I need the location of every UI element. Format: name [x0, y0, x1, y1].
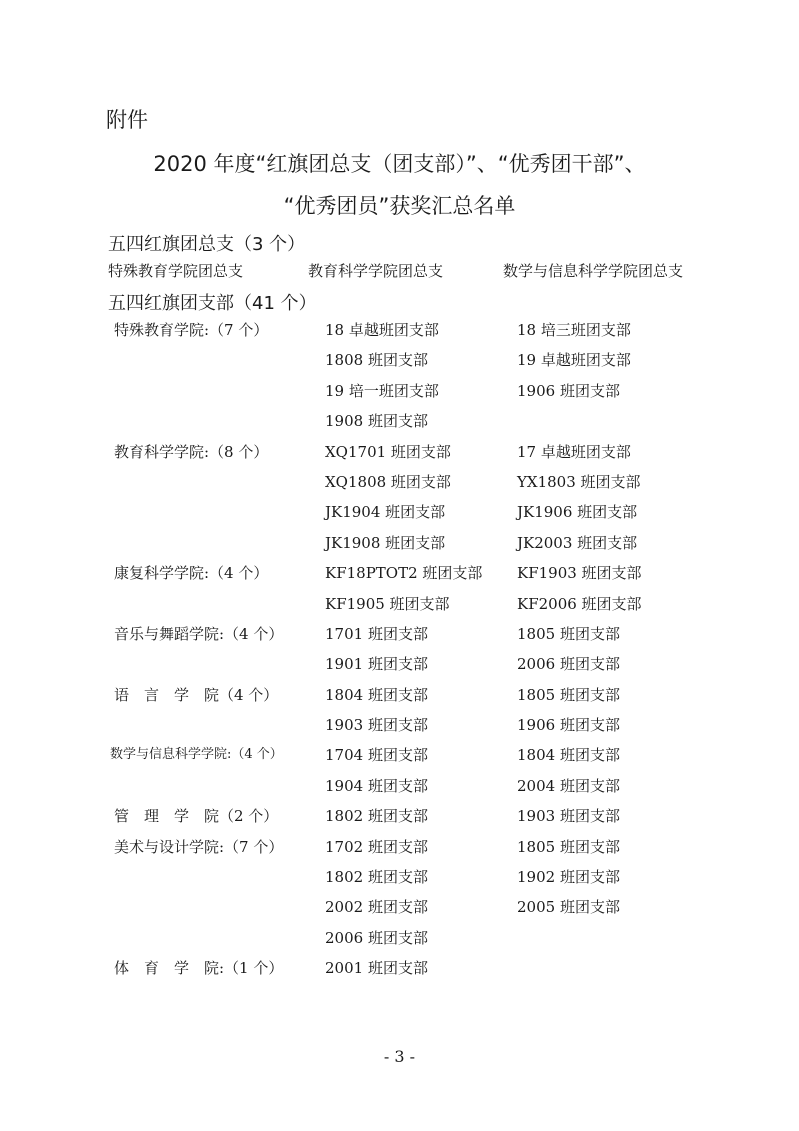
college-name: 音乐与舞蹈学院:（4 个）: [114, 624, 284, 643]
branch-name: 1805 班团支部: [517, 837, 620, 856]
branch-name: 1906 班团支部: [517, 716, 620, 735]
branch-list: [0, 315, 799, 984]
branch-row: [0, 801, 799, 831]
section-heading-general-branch: 五四红旗团总支（3 个）: [108, 234, 306, 255]
branch-name: 1906 班团支部: [517, 381, 620, 400]
branch-name: KF1905 班团支部: [325, 594, 450, 613]
branch-name: 2004 班团支部: [517, 776, 620, 795]
branch-name: 1903 班团支部: [325, 716, 428, 735]
branch-name: KF1903 班团支部: [517, 564, 642, 583]
branch-name: JK1908 班团支部: [325, 533, 446, 552]
branch-name: 1701 班团支部: [325, 624, 428, 643]
college-name: 语 言 学 院（4 个）: [114, 685, 279, 704]
branch-row: [0, 710, 799, 740]
branch-row: [0, 376, 799, 406]
branch-row: [0, 528, 799, 558]
branch-name: 1704 班团支部: [325, 746, 428, 765]
branch-row: [0, 771, 799, 801]
branch-name: 18 培三班团支部: [517, 321, 631, 339]
branch-name: 19 培一班团支部: [325, 381, 439, 400]
branch-name: 2005 班团支部: [517, 898, 620, 917]
branch-name: KF18PTOT2 班团支部: [325, 564, 483, 583]
branch-name: 2002 班团支部: [325, 898, 428, 917]
general-branch-item: 教育科学学院团总支: [308, 262, 444, 280]
branch-row: [0, 558, 799, 588]
branch-name: YX1803 班团支部: [517, 472, 641, 491]
college-name: 康复科学学院:（4 个）: [114, 564, 269, 583]
branch-name: 1804 班团支部: [517, 746, 620, 765]
branch-row: [0, 649, 799, 679]
document-title-line-1: 2020 年度“红旗团总支（团支部）”、“优秀团干部”、: [153, 152, 646, 176]
branch-name: 1902 班团支部: [517, 868, 620, 887]
branch-name: 1903 班团支部: [517, 807, 620, 826]
branch-name: KF2006 班团支部: [517, 594, 642, 613]
branch-name: 1805 班团支部: [517, 624, 620, 643]
branch-row: [0, 437, 799, 467]
college-name: 体 育 学 院:（1 个）: [114, 959, 284, 978]
branch-row: [0, 315, 799, 345]
college-name: 管 理 学 院（2 个）: [114, 807, 279, 826]
branch-name: 18 卓越班团支部: [325, 321, 439, 339]
branch-row: [0, 862, 799, 892]
branch-name: XQ1701 班团支部: [325, 442, 451, 461]
branch-row: [0, 892, 799, 922]
branch-name: JK1906 班团支部: [517, 503, 638, 522]
branch-row: [0, 589, 799, 619]
document-title-line-2: “优秀团员”获奖汇总名单: [283, 194, 516, 218]
branch-row: [0, 467, 799, 497]
general-branch-item: 特殊教育学院团总支: [108, 262, 244, 280]
branch-name: 1904 班团支部: [325, 776, 428, 795]
section-heading-branch: 五四红旗团支部（41 个）: [108, 293, 317, 314]
branch-row: [0, 497, 799, 527]
branch-row: [0, 619, 799, 649]
college-name: 特殊教育学院:（7 个）: [114, 321, 269, 339]
branch-name: 1802 班团支部: [325, 868, 428, 887]
branch-name: 1802 班团支部: [325, 807, 428, 826]
branch-name: 17 卓越班团支部: [517, 442, 631, 461]
general-branch-item: 数学与信息科学学院团总支: [503, 262, 684, 280]
branch-row: [0, 832, 799, 862]
attachment-label: 附件: [106, 108, 148, 132]
branch-name: 2006 班团支部: [325, 928, 428, 947]
branch-name: XQ1808 班团支部: [325, 472, 451, 491]
branch-name: 2006 班团支部: [517, 655, 620, 674]
branch-name: 1808 班团支部: [325, 351, 428, 370]
branch-row: [0, 923, 799, 953]
branch-name: 2001 班团支部: [325, 959, 428, 978]
branch-name: 1901 班团支部: [325, 655, 428, 674]
branch-row: [0, 680, 799, 710]
branch-row: [0, 953, 799, 983]
branch-name: 19 卓越班团支部: [517, 351, 631, 370]
branch-name: 1908 班团支部: [325, 412, 428, 431]
college-name: 数学与信息科学学院:（4 个）: [110, 747, 283, 763]
branch-row: [0, 406, 799, 436]
branch-name: JK1904 班团支部: [325, 503, 446, 522]
branch-row: [0, 345, 799, 375]
college-name: 教育科学学院:（8 个）: [114, 442, 269, 461]
branch-name: 1805 班团支部: [517, 685, 620, 704]
branch-name: 1702 班团支部: [325, 837, 428, 856]
branch-row: [0, 740, 799, 770]
branch-name: 1804 班团支部: [325, 685, 428, 704]
branch-name: JK2003 班团支部: [517, 533, 638, 552]
page-number: - 3 -: [383, 1047, 416, 1066]
college-name: 美术与设计学院:（7 个）: [114, 837, 284, 856]
